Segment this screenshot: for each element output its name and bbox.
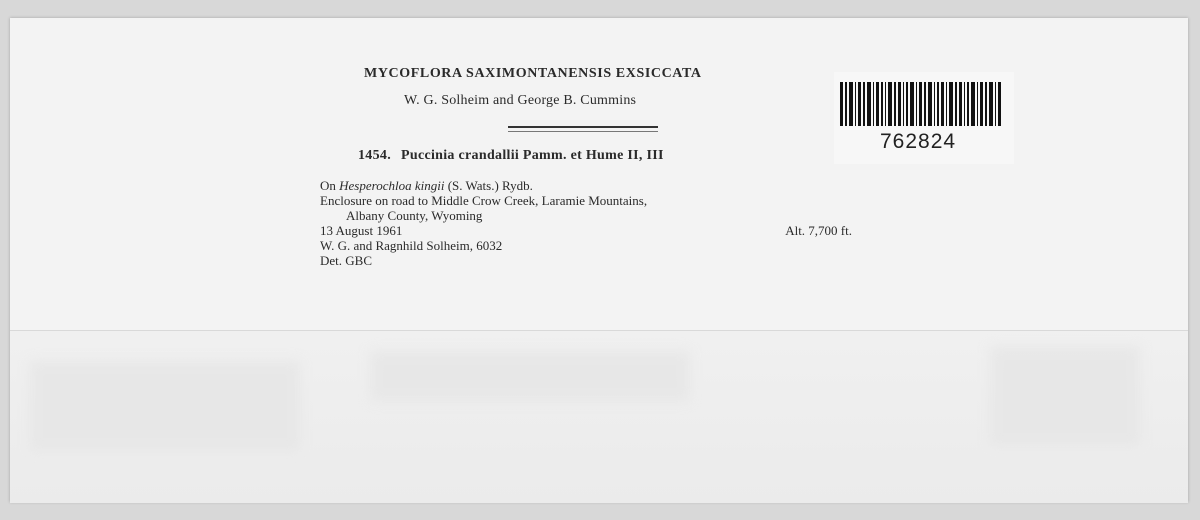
barcode-number: 762824 [880,130,957,153]
barcode-sticker [834,72,1014,164]
species-name: Puccinia crandallii Pamm. et Hume II, III [401,148,664,163]
host-authority: (S. Wats.) Rydb. [447,178,533,193]
host-line [320,178,860,193]
altitude: Alt. 7,700 ft. [785,223,852,238]
bleed-through-shadow [30,361,300,451]
specimen-number: 1454. [358,148,391,163]
collectors: W. G. and Ragnhild Solheim, 6032 [320,238,503,253]
species-heading [358,148,664,164]
host-name: Hesperochloa kingii [339,178,445,193]
county-line: Albany County, Wyoming [346,208,483,223]
determiner: Det. GBC [320,253,372,268]
title-rule [508,126,658,128]
date-altitude-row [320,223,852,238]
label-authors: W. G. Solheim and George B. Cummins [404,93,637,108]
locality-line: Enclosure on road to Middle Crow Creek, Laramie Mountains, [320,193,648,208]
collection-date: 13 August 1961 [320,223,403,238]
specimen-details [320,178,860,268]
envelope-fold [10,330,1188,503]
bleed-through-shadow [990,346,1140,446]
host-prefix: On [320,178,336,193]
label-title: MYCOFLORA SAXIMONTANENSIS EXSICCATA [364,66,702,81]
title-rule-thin [508,131,658,132]
bleed-through-shadow [370,351,690,401]
